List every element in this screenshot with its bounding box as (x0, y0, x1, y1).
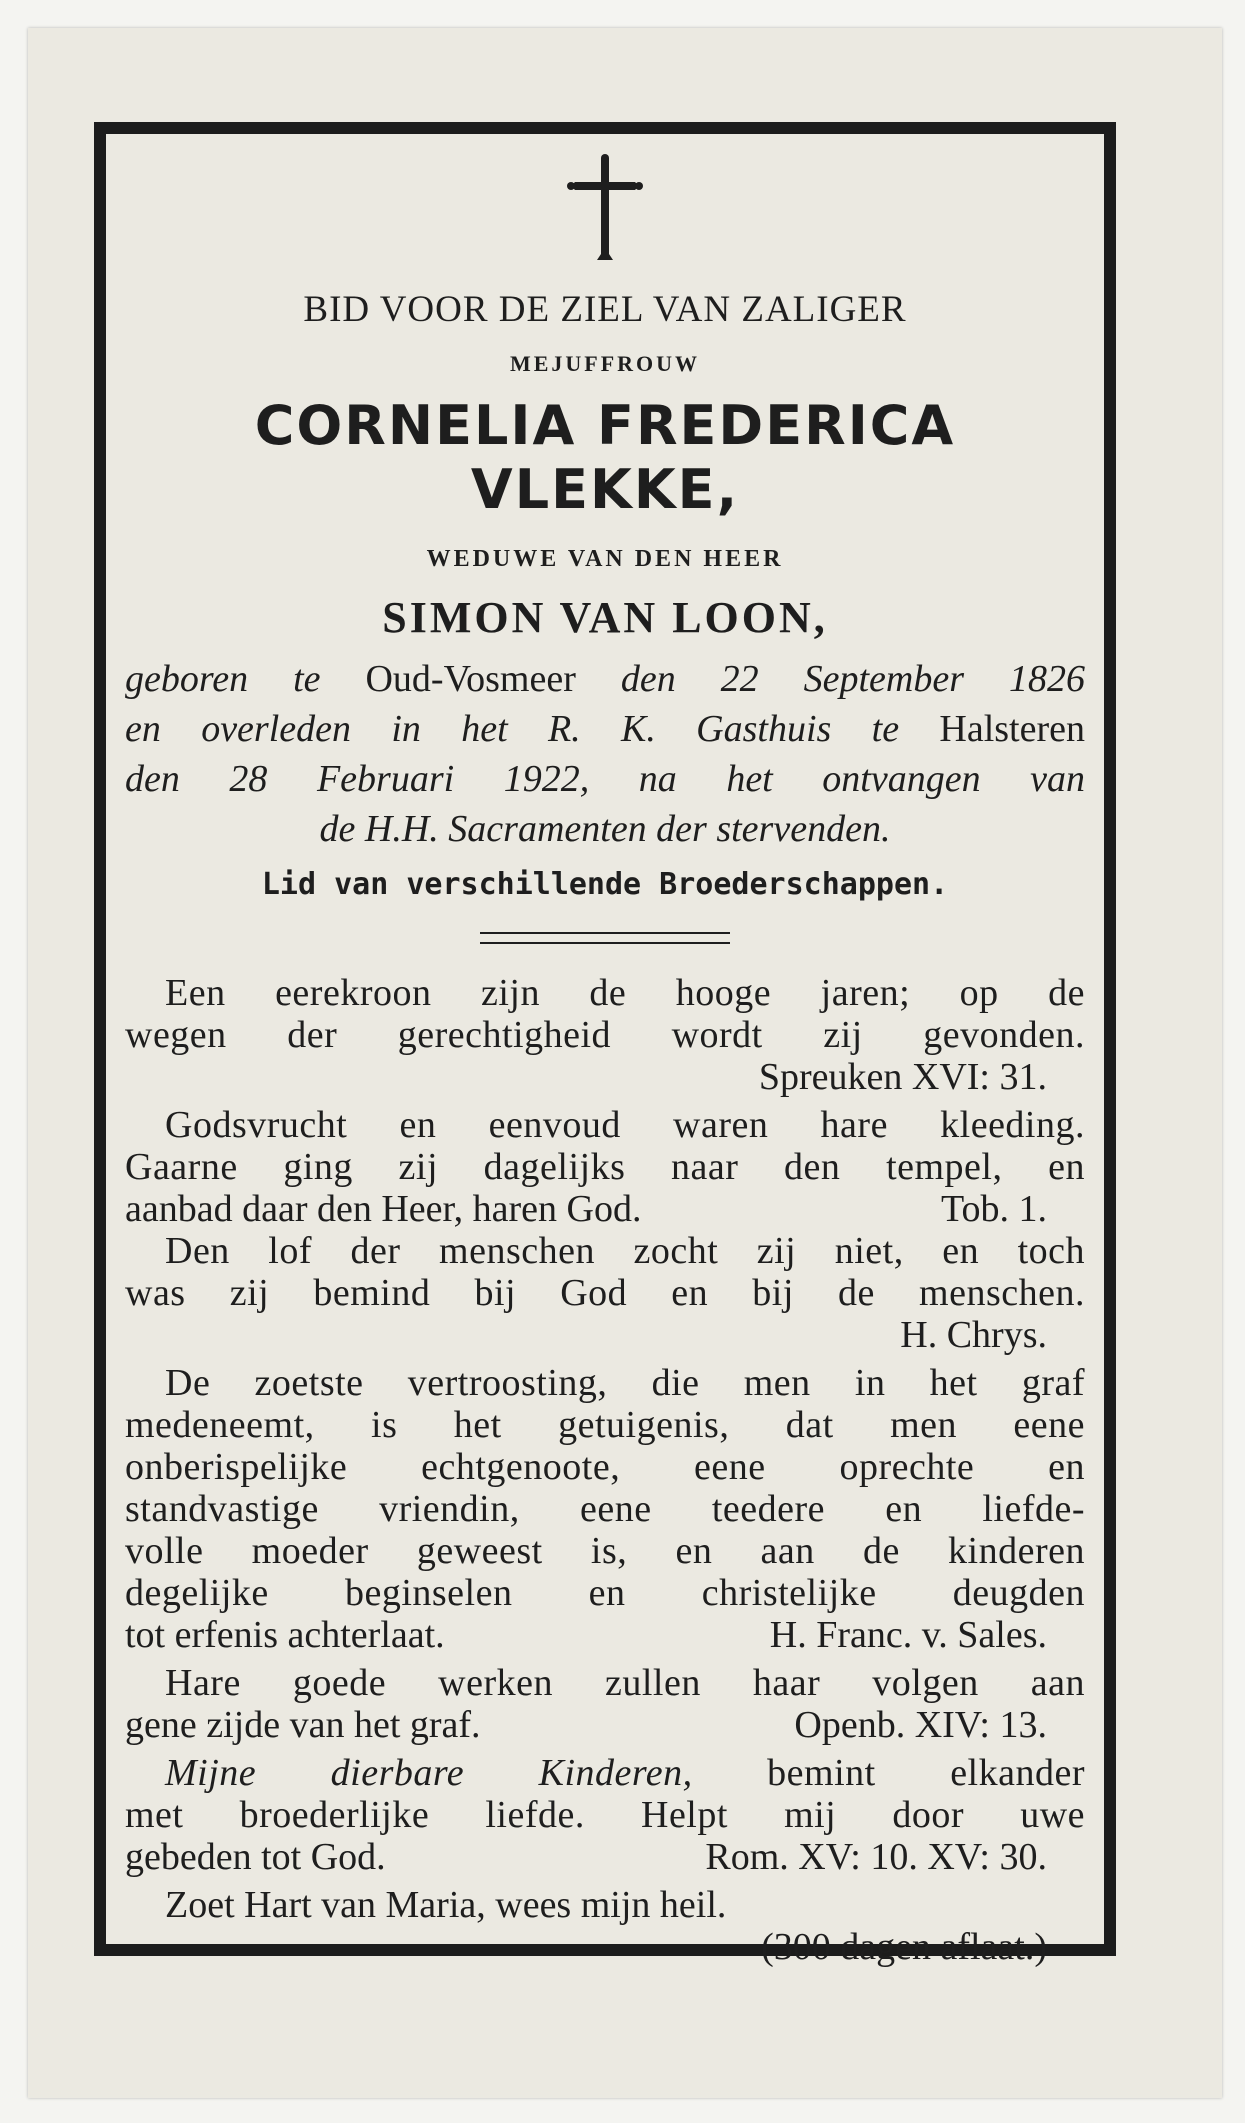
verse-line: Hare goede werken zullen haar volgen aan (165, 1662, 1085, 1704)
verse-line: Godsvrucht en eenvoud waren hare kleeding. (165, 1104, 1085, 1146)
title-line: MEJUFFROUW (509, 351, 701, 376)
verse-source: Spreuken XVI: 31. (758, 1056, 1047, 1098)
verse-line: degelijke beginselen en christelijke deugden (125, 1572, 1085, 1614)
heading: BID VOOR DE ZIEL VAN ZALIGER (303, 289, 907, 330)
verse-line: Zoet Hart van Maria, wees mijn heil. (165, 1884, 727, 1926)
bio-line-4: de H.H. Sacramenten der stervenden. (319, 808, 891, 850)
verse-line: gebeden tot God. (125, 1836, 386, 1878)
membership-line: Lid van verschillende Broederschappen. (261, 867, 949, 902)
indulgence-note: (300 dagen aflaat.) (761, 1926, 1047, 1968)
verse-line: De zoetste vertroosting, die men in het graf (165, 1362, 1085, 1404)
verse-line: met broederlijke liefde. Helpt mij door uwe (125, 1794, 1085, 1836)
latin-cross-icon (565, 154, 645, 266)
verse-line: onberispelijke echtgenoote, eene oprechte en (125, 1446, 1085, 1488)
deceased-name: CORNELIA FREDERICA VLEKKE, (254, 394, 956, 521)
verse-text: bemint elkander (767, 1752, 1085, 1794)
verse-source: H. Chrys. (900, 1314, 1047, 1356)
verse-line: aanbad daar den Heer, haren God. (125, 1188, 642, 1230)
verse-line: Den lof der menschen zocht zij niet, en toch (165, 1230, 1085, 1272)
verse-line-with-source (125, 1704, 1085, 1746)
verse-line: wegen der gerechtigheid wordt zij gevonden. (125, 1014, 1085, 1056)
biography (125, 654, 1085, 854)
verse-line-with-source (125, 1614, 1085, 1656)
divider (480, 932, 730, 944)
verse-line: standvastige vriendin, eene teedere en liefde- (125, 1488, 1085, 1530)
verse-line: Een eerekroon zijn de hooge jaren; op de (165, 972, 1085, 1014)
bio-deathplace: Halsteren (939, 708, 1085, 750)
bio-died: en overleden in het R. K. Gasthuis te (125, 708, 900, 750)
bio-line-2 (125, 704, 1085, 754)
verse-address: Mijne dierbare Kinderen, (165, 1752, 693, 1794)
verse-line: volle moeder geweest is, en aan de kinderen (125, 1530, 1085, 1572)
bio-birthplace: Oud-Vosmeer (365, 658, 576, 700)
husband-name: SIMON VAN LOON, (382, 593, 828, 642)
card-content (125, 150, 1085, 1968)
verse-line: gene zijde van het graf. (125, 1704, 481, 1746)
relation-line: WEDUWE VAN DEN HEER (426, 546, 784, 572)
bio-line-3: den 28 Februari 1922, na het ontvangen van (125, 758, 1085, 800)
verse-line: medeneemt, is het getuigenis, dat men eene (125, 1404, 1085, 1446)
verse-source: Rom. XV: 10. XV: 30. (705, 1836, 1047, 1878)
verse-line: was zij bemind bij God en bij de menschen. (125, 1272, 1085, 1314)
verse-line-with-source (125, 1188, 1085, 1230)
verse-line: tot erfenis achterlaat. (125, 1614, 445, 1656)
verse-line: Gaarne ging zij dagelijks naar den tempel, en (125, 1146, 1085, 1188)
bio-born: geboren te (125, 658, 321, 700)
verses (125, 972, 1085, 1968)
bio-line-1 (125, 654, 1085, 704)
bio-birthdate: den 22 September 1826 (620, 658, 1085, 700)
verse-line (125, 1752, 1085, 1794)
verse-source: Tob. 1. (940, 1188, 1047, 1230)
verse-line-with-source (125, 1836, 1085, 1878)
verse-source: Openb. XIV: 13. (794, 1704, 1047, 1746)
verse-source: H. Franc. v. Sales. (769, 1614, 1047, 1656)
